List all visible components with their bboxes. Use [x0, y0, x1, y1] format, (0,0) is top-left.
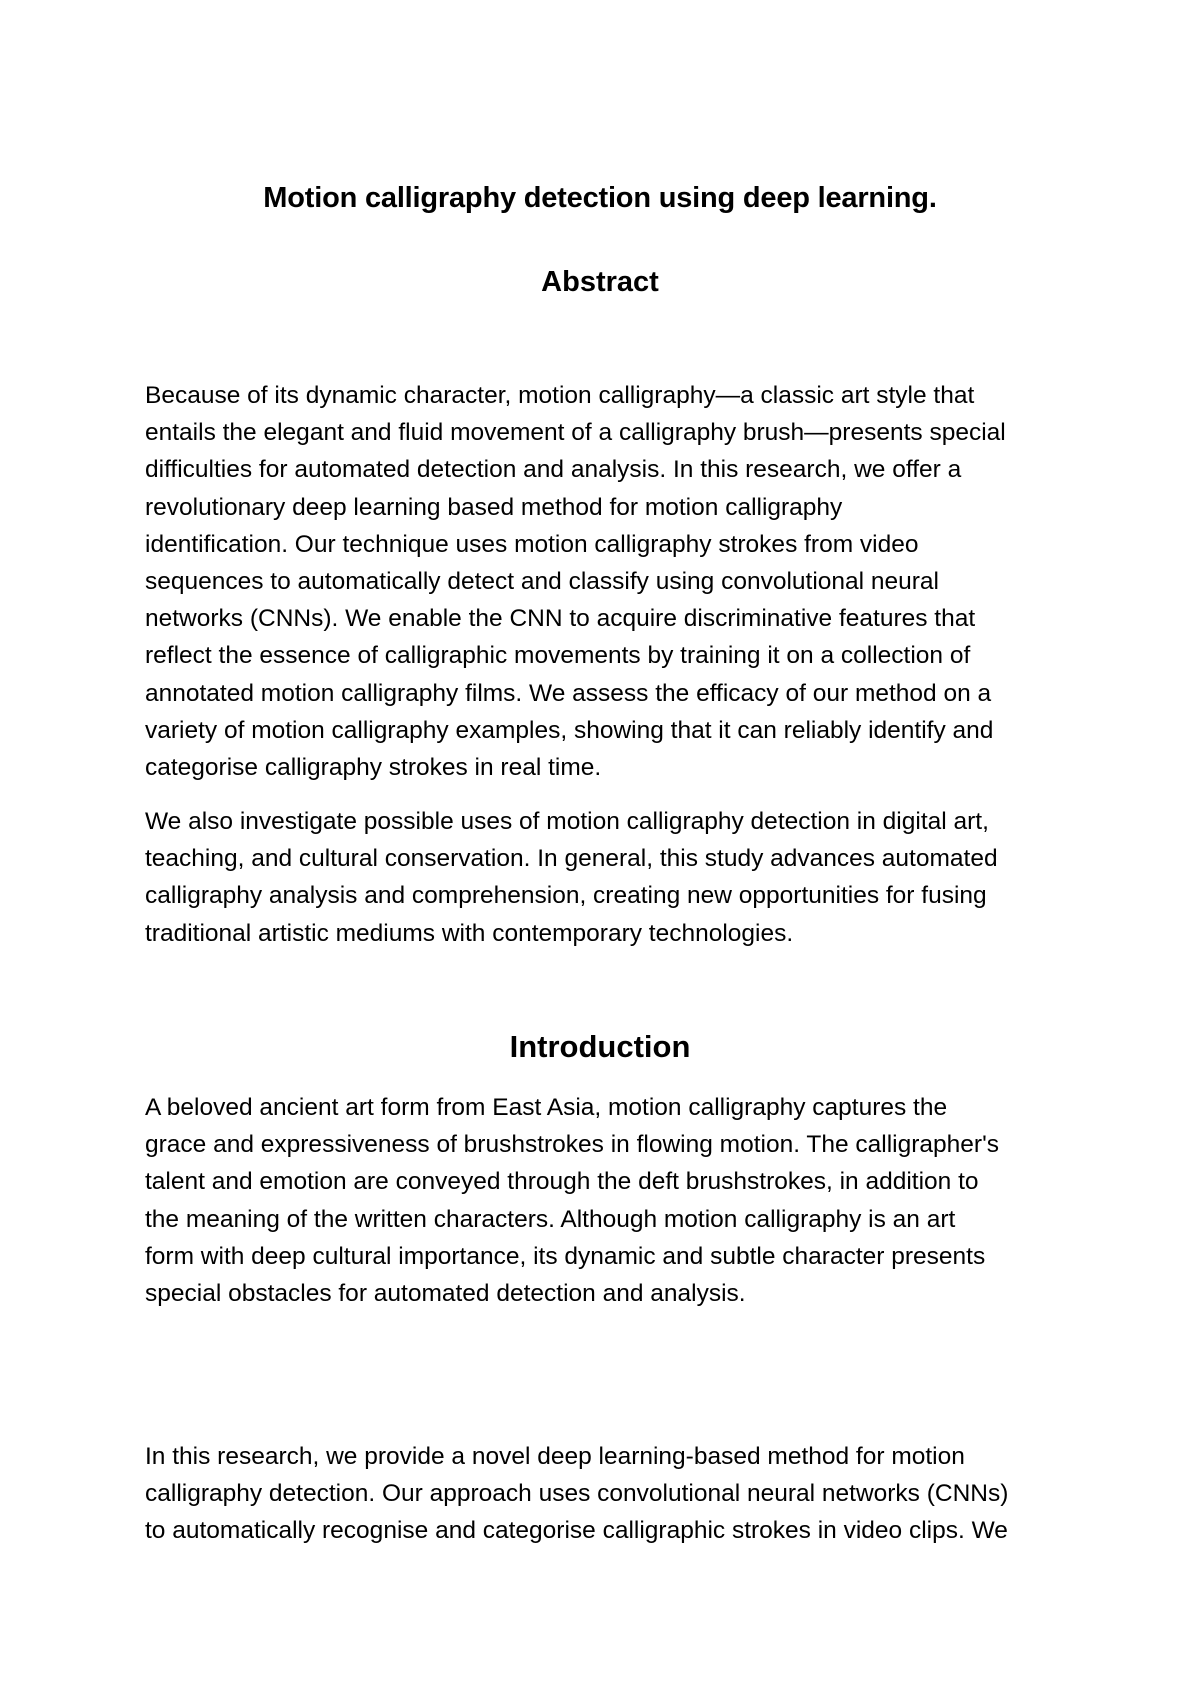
text-line: traditional artistic mediums with contemporary technologies.: [145, 919, 794, 947]
text-line: reflect the essence of calligraphic movements by training it on a collection of: [145, 642, 971, 670]
text-line: teaching, and cultural conservation. In general, this study advances automated: [145, 845, 998, 873]
introduction-heading: Introduction: [509, 1029, 691, 1064]
introduction-paragraph-2: [145, 1438, 1075, 1550]
text-line: grace and expressiveness of brushstrokes in flowing motion. The calligrapher's: [145, 1131, 999, 1159]
text-line: variety of motion calligraphy examples, showing that it can reliably identify and: [145, 716, 994, 744]
text-line: entails the elegant and fluid movement of a calligraphy brush—presents special: [145, 419, 1006, 447]
text-line: form with deep cultural importance, its dynamic and subtle character presents: [145, 1242, 986, 1270]
text-line: We also investigate possible uses of motion calligraphy detection in digital art,: [145, 808, 989, 835]
text-line: calligraphy analysis and comprehension, creating new opportunities for fusing: [145, 882, 987, 910]
text-line: calligraphy detection. Our approach uses convolutional neural networks (CNNs): [145, 1480, 1009, 1508]
text-line: identification. Our technique uses motion calligraphy strokes from video: [145, 530, 919, 558]
text-line: talent and emotion are conveyed through the deft brushstrokes, in addition to: [145, 1168, 979, 1196]
text-line: In this research, we provide a novel deep learning-based method for motion: [145, 1443, 965, 1470]
text-line: to automatically recognise and categorise calligraphic strokes in video clips. We: [145, 1517, 1008, 1545]
text-line: annotated motion calligraphy films. We assess the efficacy of our method on a: [145, 679, 992, 707]
text-line: categorise calligraphy strokes in real time.: [145, 754, 602, 782]
abstract-paragraph-2: [145, 803, 1075, 952]
introduction-paragraph-1: [145, 1089, 1075, 1312]
text-line: special obstacles for automated detection and analysis.: [145, 1280, 746, 1308]
abstract-paragraph-1: [145, 377, 1075, 786]
text-line: Because of its dynamic character, motion calligraphy—a classic art style that: [145, 382, 975, 409]
abstract-heading: Abstract: [541, 266, 659, 298]
text-line: sequences to automatically detect and classify using convolutional neural: [145, 568, 940, 596]
text-line: networks (CNNs). We enable the CNN to acquire discriminative features that: [145, 605, 976, 633]
document-title: Motion calligraphy detection using deep learning.: [263, 182, 937, 214]
text-line: difficulties for automated detection and analysis. In this research, we offer a: [145, 456, 962, 484]
text-line: A beloved ancient art form from East Asia, motion calligraphy captures the: [145, 1094, 948, 1121]
text-line: revolutionary deep learning based method for motion calligraphy: [145, 493, 843, 521]
text-line: the meaning of the written characters. Although motion calligraphy is an art: [145, 1205, 956, 1233]
